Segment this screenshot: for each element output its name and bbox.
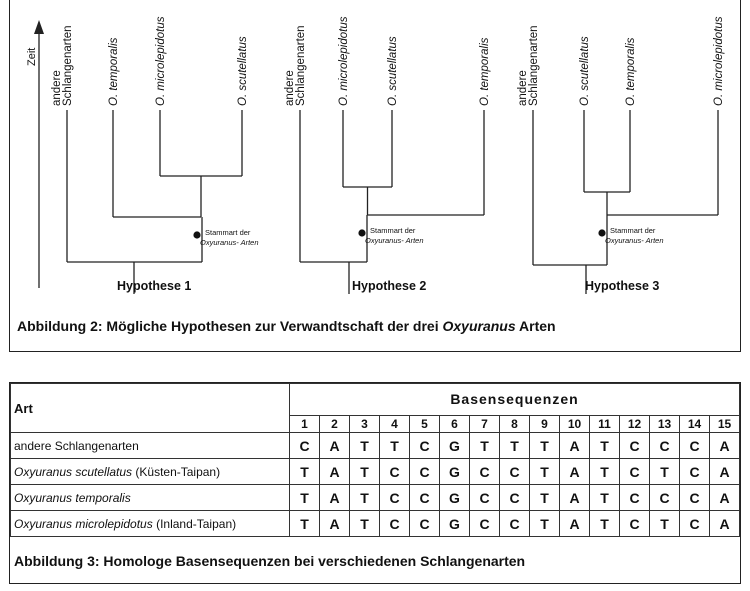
ancestor-label: Stammart der: [205, 228, 251, 237]
position-header: 15: [710, 415, 740, 432]
hypothesis-title: Hypothese 3: [585, 279, 660, 293]
taxon-label: O. scutellatus: [579, 36, 591, 106]
base-cell: T: [350, 485, 380, 511]
base-cell: A: [710, 485, 740, 511]
position-header: 6: [440, 415, 470, 432]
base-cell: A: [560, 511, 590, 537]
base-cell: C: [650, 433, 680, 459]
position-header: 5: [410, 415, 440, 432]
taxon-label: O. microlepidotus: [155, 16, 167, 106]
position-header: 9: [530, 415, 560, 432]
position-header: 7: [470, 415, 500, 432]
base-cell: C: [650, 485, 680, 511]
base-cell: C: [680, 511, 710, 537]
taxon-label: O. temporalis: [625, 37, 637, 106]
base-cell: A: [710, 433, 740, 459]
ancestor-label: Oxyuranus- Arten: [365, 236, 424, 245]
base-cell: T: [350, 511, 380, 537]
base-cell: T: [530, 511, 560, 537]
table-row: [11, 485, 740, 511]
taxon-label: O. temporalis: [108, 37, 120, 106]
taxon-label: andere: [51, 70, 63, 106]
ancestor-label: Stammart der: [370, 226, 416, 235]
position-header: 4: [380, 415, 410, 432]
base-cell: C: [620, 511, 650, 537]
phylogeny-diagrams: [10, 0, 742, 352]
position-header: 12: [620, 415, 650, 432]
base-cell: T: [590, 511, 620, 537]
taxon-label: O. microlepidotus: [338, 16, 350, 106]
position-header: 11: [590, 415, 620, 432]
base-cell: C: [620, 433, 650, 459]
base-cell: T: [350, 459, 380, 485]
table-row: [11, 459, 740, 485]
base-cell: A: [560, 433, 590, 459]
base-cell: T: [380, 433, 410, 459]
taxon-label: O. microlepidotus: [713, 16, 725, 106]
hypothesis-title: Hypothese 1: [117, 279, 192, 293]
position-header: 3: [350, 415, 380, 432]
base-cell: G: [440, 459, 470, 485]
ancestor-label: Stammart der: [610, 226, 656, 235]
base-cell: T: [290, 485, 320, 511]
base-cell: G: [440, 433, 470, 459]
taxon-label: O. scutellatus: [387, 36, 399, 106]
species-name: Oxyuranus temporalis: [11, 485, 290, 511]
base-cell: C: [410, 459, 440, 485]
base-cell: T: [290, 459, 320, 485]
base-cell: C: [470, 459, 500, 485]
base-cell: C: [380, 459, 410, 485]
base-cell: T: [590, 433, 620, 459]
species-name: andere Schlangenarten: [11, 433, 290, 459]
time-axis-label: Zeit: [26, 47, 38, 66]
base-cell: C: [470, 485, 500, 511]
base-cell: T: [650, 511, 680, 537]
ancestor-label: Oxyuranus- Arten: [200, 238, 259, 247]
base-cell: C: [290, 433, 320, 459]
base-cell: T: [590, 485, 620, 511]
taxon-label: Schlangenarten: [295, 25, 307, 106]
base-cell: C: [620, 485, 650, 511]
base-cell: C: [410, 485, 440, 511]
figure-2-caption: Abbildung 2: Mögliche Hypothesen zur Verwandtschaft der drei Oxyuranus Arten: [17, 318, 556, 334]
base-cell: T: [530, 433, 560, 459]
base-cell: C: [380, 485, 410, 511]
taxon-label: Schlangenarten: [62, 25, 74, 106]
position-header: 10: [560, 415, 590, 432]
taxon-label: Schlangenarten: [528, 25, 540, 106]
taxon-label: andere: [517, 70, 529, 106]
base-cell: A: [320, 485, 350, 511]
figure-3-caption: Abbildung 3: Homologe Basensequenzen bei verschiedenen Schlangenarten: [14, 553, 526, 569]
base-cell: C: [410, 511, 440, 537]
position-header: 1: [290, 415, 320, 432]
base-cell: A: [710, 459, 740, 485]
base-cell: T: [650, 459, 680, 485]
base-cell: A: [320, 433, 350, 459]
time-axis-arrowhead: [34, 20, 44, 34]
base-cell: T: [590, 459, 620, 485]
base-cell: C: [500, 511, 530, 537]
base-cell: C: [680, 459, 710, 485]
position-header: 14: [680, 415, 710, 432]
taxon-label: andere: [284, 70, 296, 106]
position-header: 13: [650, 415, 680, 432]
base-cell: C: [680, 485, 710, 511]
base-cell: C: [410, 433, 440, 459]
base-cell: T: [290, 511, 320, 537]
species-name: Oxyuranus microlepidotus (Inland-Taipan): [11, 511, 290, 537]
base-cell: A: [560, 459, 590, 485]
base-cell: G: [440, 485, 470, 511]
base-cell: C: [500, 459, 530, 485]
hypothesis-title: Hypothese 2: [352, 279, 427, 293]
table-row: [11, 433, 740, 459]
base-cell: A: [710, 511, 740, 537]
position-header: 8: [500, 415, 530, 432]
base-cell: C: [680, 433, 710, 459]
ancestor-label: Oxyuranus- Arten: [605, 236, 664, 245]
table-row: [11, 511, 740, 537]
base-cell: C: [500, 485, 530, 511]
column-header-sequences: Basensequenzen: [290, 384, 740, 416]
position-header: 2: [320, 415, 350, 432]
base-cell: C: [620, 459, 650, 485]
base-cell: A: [320, 511, 350, 537]
base-cell: C: [470, 511, 500, 537]
taxon-label: O. temporalis: [479, 37, 491, 106]
base-cell: A: [560, 485, 590, 511]
taxon-label: O. scutellatus: [237, 36, 249, 106]
base-cell: T: [350, 433, 380, 459]
base-cell: T: [470, 433, 500, 459]
base-cell: T: [530, 485, 560, 511]
base-sequence-table: [10, 383, 740, 537]
base-cell: T: [500, 433, 530, 459]
column-header-art: Art: [11, 384, 290, 433]
base-cell: C: [380, 511, 410, 537]
figure-2-panel: [9, 0, 741, 352]
base-cell: T: [530, 459, 560, 485]
base-cell: A: [320, 459, 350, 485]
base-cell: G: [440, 511, 470, 537]
species-name: Oxyuranus scutellatus (Küsten-Taipan): [11, 459, 290, 485]
figure-3-panel: [9, 382, 741, 584]
